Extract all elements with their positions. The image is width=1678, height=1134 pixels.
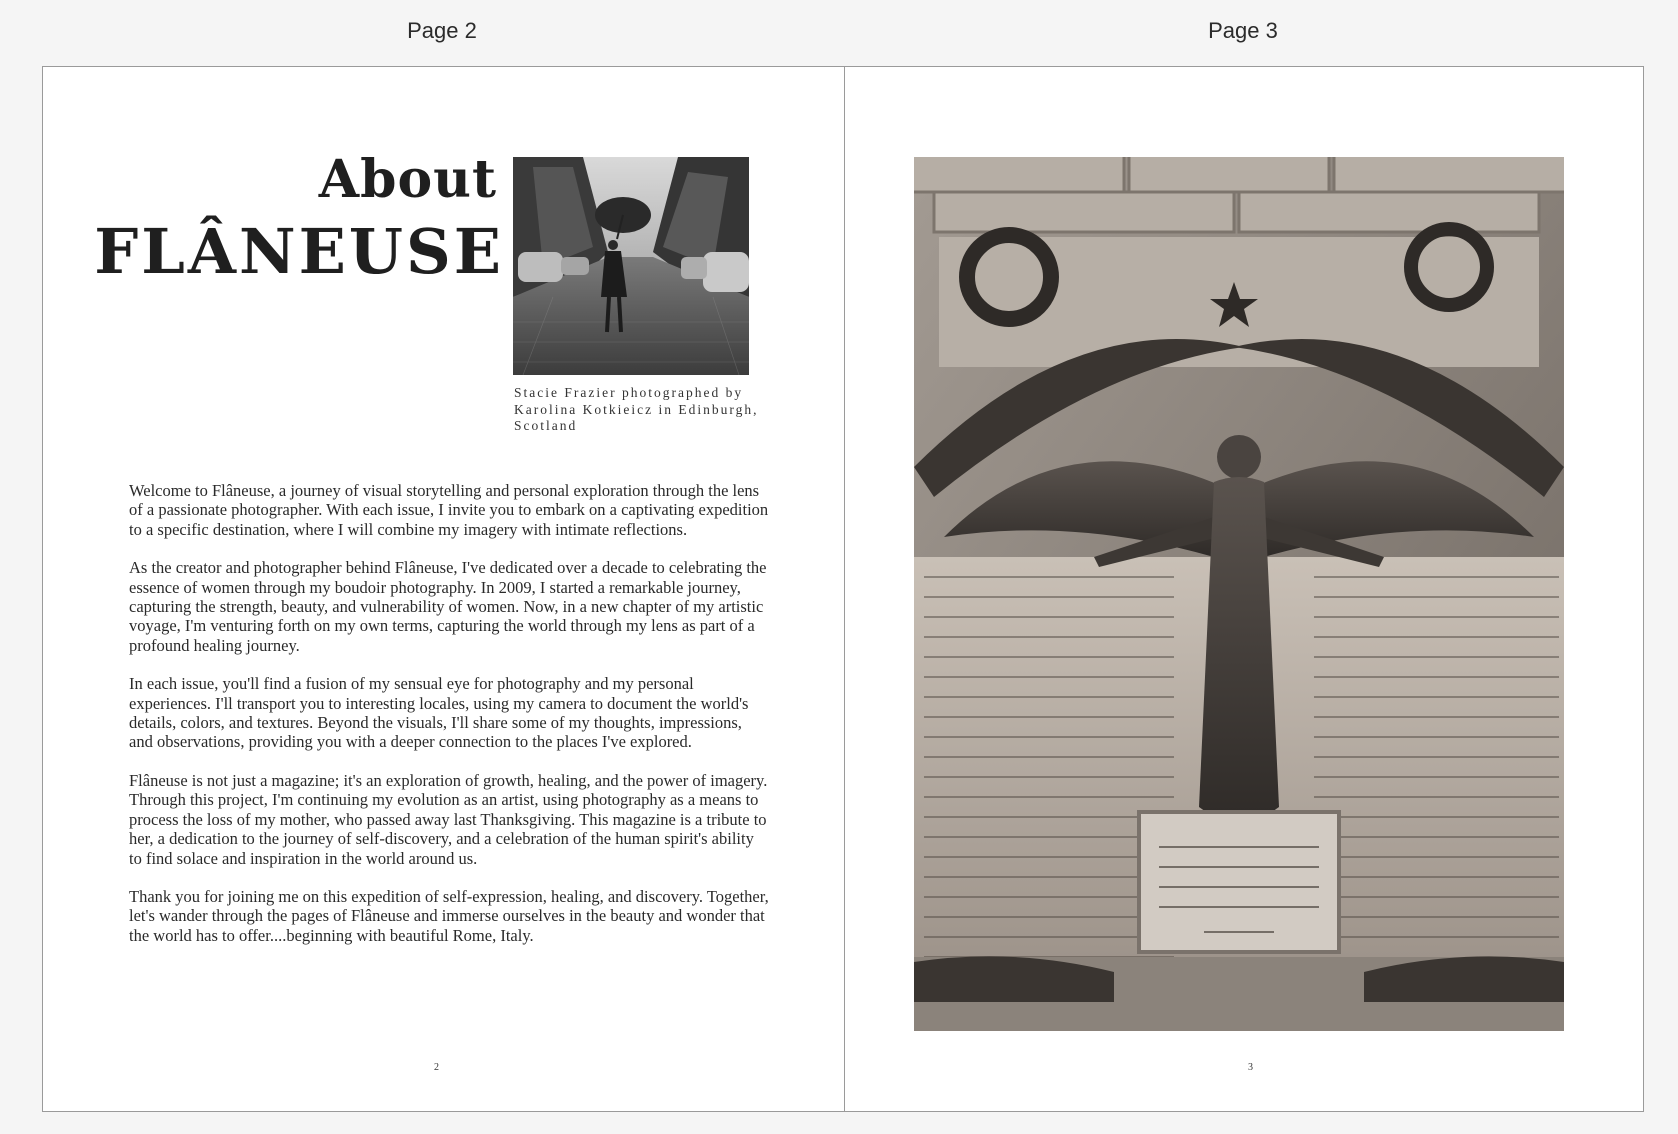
photo-caption: Stacie Frazier photographed by Karolina Kotkieicz in Edinburgh, Scotland [514, 385, 759, 433]
paragraph: As the creator and photographer behind Flâneuse, I've dedicated over a decade to celebrating the essence of women through my boudoir photography. In 2009, I started a remarkable journey, capturing the strength, beauty, and vulnerability of women. Now, in a new chapter of my artistic voyage, I'm venturing forth on my own terms, capturing the world through my lens as part of a profound healing journey. [129, 558, 767, 655]
page-tab-2[interactable]: Page 2 [407, 18, 477, 43]
angel-memorial-photo [914, 157, 1564, 1031]
paragraph: Flâneuse is not just a magazine; it's an exploration of growth, healing, and the power of imagery. Through this project, I'm continuing my evolution as an artist, using photography as a means to process the loss of my mother, who passed away last Thanksgiving. This magazine is a tribute to her, a dedication to the journey of self-discovery, and a celebration of the human spirit's ability to find solace and inspiration in the world around us. [129, 770, 768, 868]
about-body-text [129, 481, 769, 964]
heading-about: About [318, 149, 497, 210]
heading-flaneuse: FLÂNEUSE [94, 215, 504, 288]
page-number: 3 [1248, 1062, 1253, 1073]
paragraph: In each issue, you'll find a fusion of my sensual eye for photography and my personal experiences. I'll transport you to interesting locales, using my camera to document the world's details, colors, and textures. Beyond the visuals, I'll share some of my thoughts, impressions, and observations, providing you with a deeper connection to the places I've explored. [129, 674, 749, 752]
street-umbrella-photo [513, 157, 749, 375]
page-number: 2 [434, 1062, 439, 1073]
magazine-spread [42, 66, 1644, 1112]
paragraph: Welcome to Flâneuse, a journey of visual storytelling and personal exploration through the lens of a passionate photographer. With each issue, I invite you to embark on a captivating expedition to a specific destination, where I will combine my imagery with intimate reflections. [129, 481, 769, 539]
paragraph: Thank you for joining me on this expedition of self-expression, healing, and discovery. Together, let's wander through the pages of Flâneuse and immerse ourselves in the beauty and wonder that the world has to offer....beginning with beautiful Rome, Italy. [129, 886, 769, 945]
page-divider [844, 67, 845, 1111]
page-tab-3[interactable]: Page 3 [1208, 18, 1278, 43]
